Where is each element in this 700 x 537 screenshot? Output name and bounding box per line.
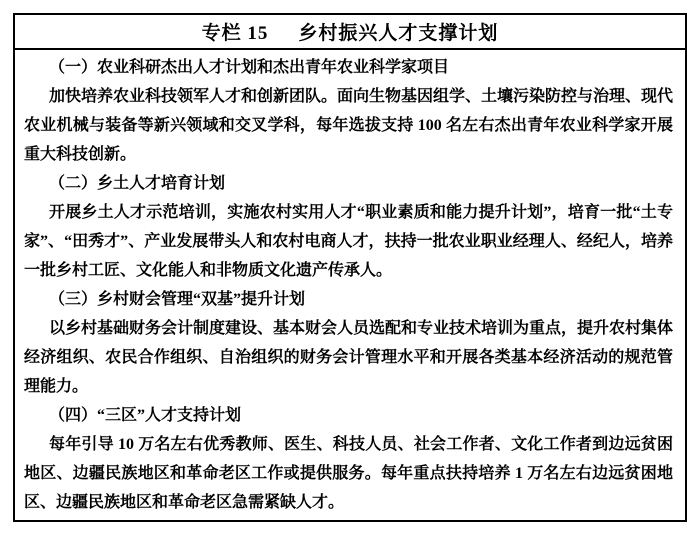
- panel-body: [15, 50, 685, 517]
- section-paragraph: 加快培养农业科技领军人才和创新团队。面向生物基因组学、土壤污染防控与治理、现代农业机械与装备等新兴领域和交叉学科，每年选拔支持 100 名左右杰出青年农业科学家开展重大科技创新。: [24, 88, 674, 163]
- panel-title: [15, 15, 685, 50]
- title-gap-spacer: [268, 31, 298, 32]
- section-1: [24, 53, 673, 169]
- section-heading: （一）农业科研杰出人才计划和杰出青年农业科学家项目: [49, 59, 450, 76]
- panel-title-main: 乡村振兴人才支撑计划: [298, 23, 499, 44]
- section-heading: （四）“三区”人才支持计划: [49, 407, 242, 424]
- section-paragraph: 开展乡土人才示范培训，实施农村实用人才“职业素质和能力提升计划”，培育一批“土专家”、“田秀才”、产业发展带头人和农村电商人才，扶持一批农业职业经理人、经纪人，培养一批乡村工匠、文化能人和非物质文化遗产传承人。: [24, 204, 673, 279]
- section-4: [24, 401, 673, 517]
- section-paragraph: 以乡村基础财务会计制度建设、基本财会人员选配和专业技术培训为重点，提升农村集体经济组织、农民合作组织、自治组织的财务会计管理水平和开展各类基本经济活动的规范管理能力。: [24, 320, 674, 395]
- section-2: [24, 169, 673, 285]
- panel-title-prefix: 专栏 15: [201, 23, 269, 44]
- section-heading: （三）乡村财会管理“双基”提升计划: [49, 291, 306, 308]
- section-3: [24, 285, 673, 401]
- section-paragraph: 每年引导 10 万名左右优秀教师、医生、科技人员、社会工作者、文化工作者到边远贫困地区、边疆民族地区和革命老区工作或提供服务。每年重点扶持培养 1 万名左右边远贫困地区、边疆民族地区和革命老区急需紧缺人才。: [24, 436, 673, 511]
- panel-box: [13, 13, 687, 522]
- section-heading: （二）乡土人才培育计划: [49, 175, 226, 192]
